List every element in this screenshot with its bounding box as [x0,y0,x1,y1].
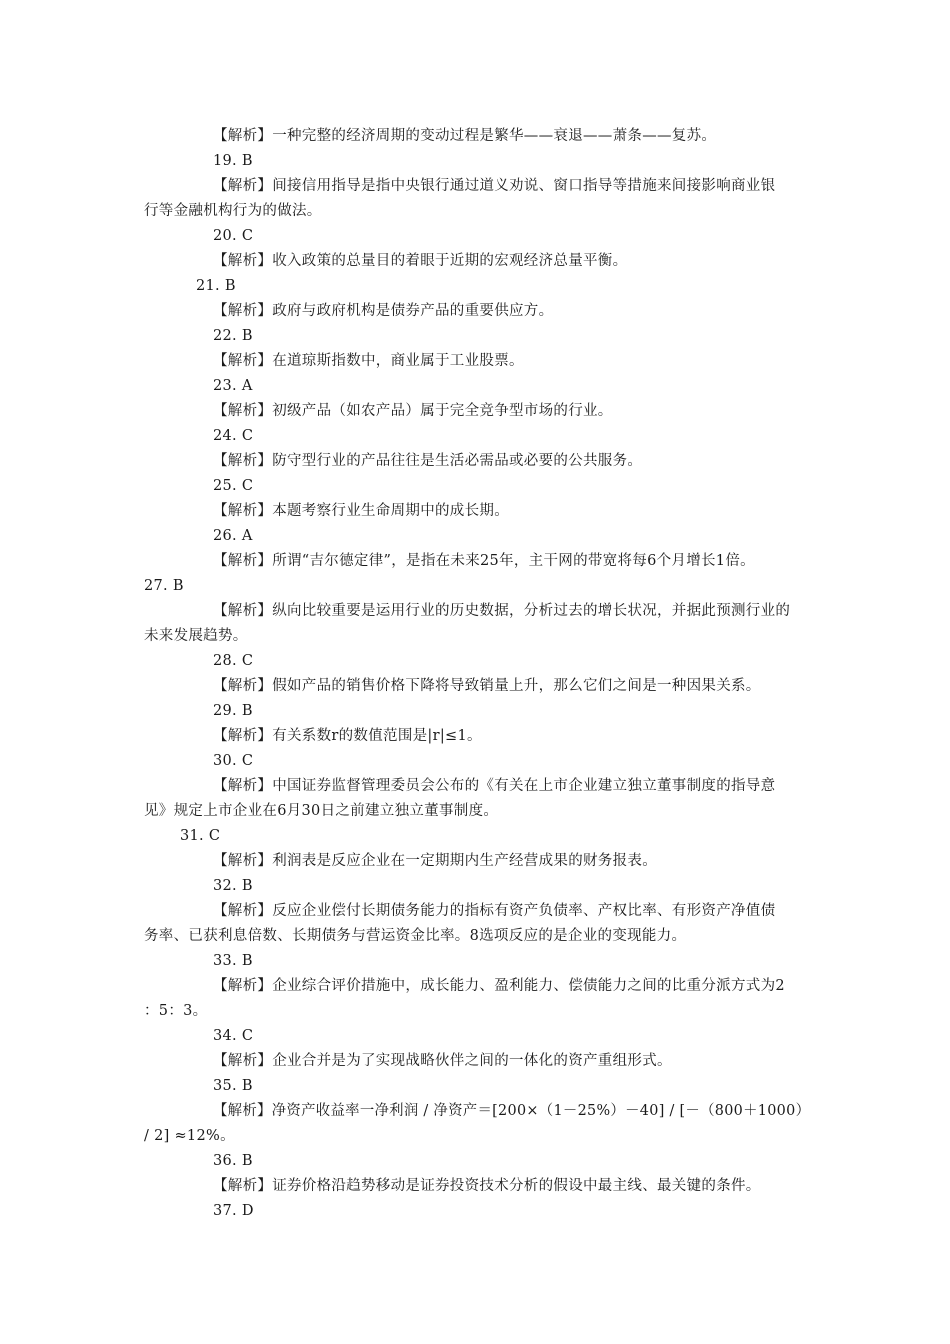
answer-label: 21. B [196,278,236,294]
answer-label: 34. C [213,1028,254,1044]
answer-label: 36. B [213,1153,253,1169]
answer-label: 33. B [213,953,253,969]
analysis-text: 【解析】在道琼斯指数中，商业属于工业股票。 [213,353,524,369]
answer-label: 30. C [213,753,254,769]
answer-label: 37. D [213,1203,254,1219]
analysis-text: 【解析】企业综合评价措施中，成长能力、盈利能力、偿债能力之间的比重分派方式为2 [213,978,785,994]
analysis-text-continuation: / 2] ≈12%。 [144,1128,235,1144]
analysis-text: 【解析】有关系数r的数值范围是|r|≤1。 [213,728,482,744]
analysis-text: 【解析】纵向比较重要是运用行业的历史数据，分析过去的增长状况，并据此预测行业的 [213,603,791,619]
answer-label: 27. B [144,578,184,594]
answer-label: 19. B [213,153,253,169]
analysis-text: 【解析】所谓“吉尔德定律”，是指在未来25年，主干网的带宽将每6个月增长1倍。 [213,553,755,569]
answer-label: 28. C [213,653,254,669]
analysis-text-continuation: 务率、已获利息倍数、长期债务与营运资金比率。8选项反应的是企业的变现能力。 [144,928,687,944]
analysis-text: 【解析】中国证券监督管理委员会公布的《有关在上市企业建立独立董事制度的指导意 [213,778,776,794]
answer-label: 35. B [213,1078,253,1094]
answer-label: 32. B [213,878,253,894]
analysis-text: 【解析】一种完整的经济周期的变动过程是繁华——衰退——萧条——复苏。 [213,128,717,144]
analysis-text: 【解析】反应企业偿付长期债务能力的指标有资产负债率、产权比率、有形资产净值债 [213,903,776,919]
analysis-text: 【解析】本题考察行业生命周期中的成长期。 [213,503,509,519]
answer-label: 23. A [213,378,253,394]
answer-label: 29. B [213,703,253,719]
analysis-text-continuation: 行等金融机构行为的做法。 [144,203,322,219]
answer-label: 20. C [213,228,254,244]
analysis-text: 【解析】初级产品（如农产品）属于完全竞争型市场的行业。 [213,403,613,419]
answer-label: 24. C [213,428,254,444]
answer-label: 31. C [180,828,221,844]
analysis-text: 【解析】假如产品的销售价格下降将导致销量上升，那么它们之间是一种因果关系。 [213,678,761,694]
analysis-text-continuation: 见》规定上市企业在6月30日之前建立独立董事制度。 [144,803,499,819]
analysis-text: 【解析】政府与政府机构是债券产品的重要供应方。 [213,303,554,319]
answer-label: 25. C [213,478,254,494]
analysis-text: 【解析】企业合并是为了实现战略伙伴之间的一体化的资产重组形式。 [213,1053,672,1069]
analysis-text: 【解析】防守型行业的产品往往是生活必需品或必要的公共服务。 [213,453,643,469]
answer-label: 26. A [213,528,253,544]
analysis-text-continuation: ：5：3。 [144,1003,208,1019]
analysis-text: 【解析】间接信用指导是指中央银行通过道义劝说、窗口指导等措施来间接影响商业银 [213,178,776,194]
analysis-text: 【解析】收入政策的总量目的着眼于近期的宏观经济总量平衡。 [213,253,628,269]
answer-label: 22. B [213,328,253,344]
analysis-text: 【解析】证券价格沿趋势移动是证券投资技术分析的假设中最主线、最关键的条件。 [213,1178,761,1194]
analysis-text-continuation: 未来发展趋势。 [144,628,248,644]
analysis-text: 【解析】利润表是反应企业在一定期期内生产经营成果的财务报表。 [213,853,657,869]
analysis-text: 【解析】净资产收益率一净利润 / 净资产＝[200×（1－25%）－40] / [－（800＋1000） [213,1103,811,1119]
